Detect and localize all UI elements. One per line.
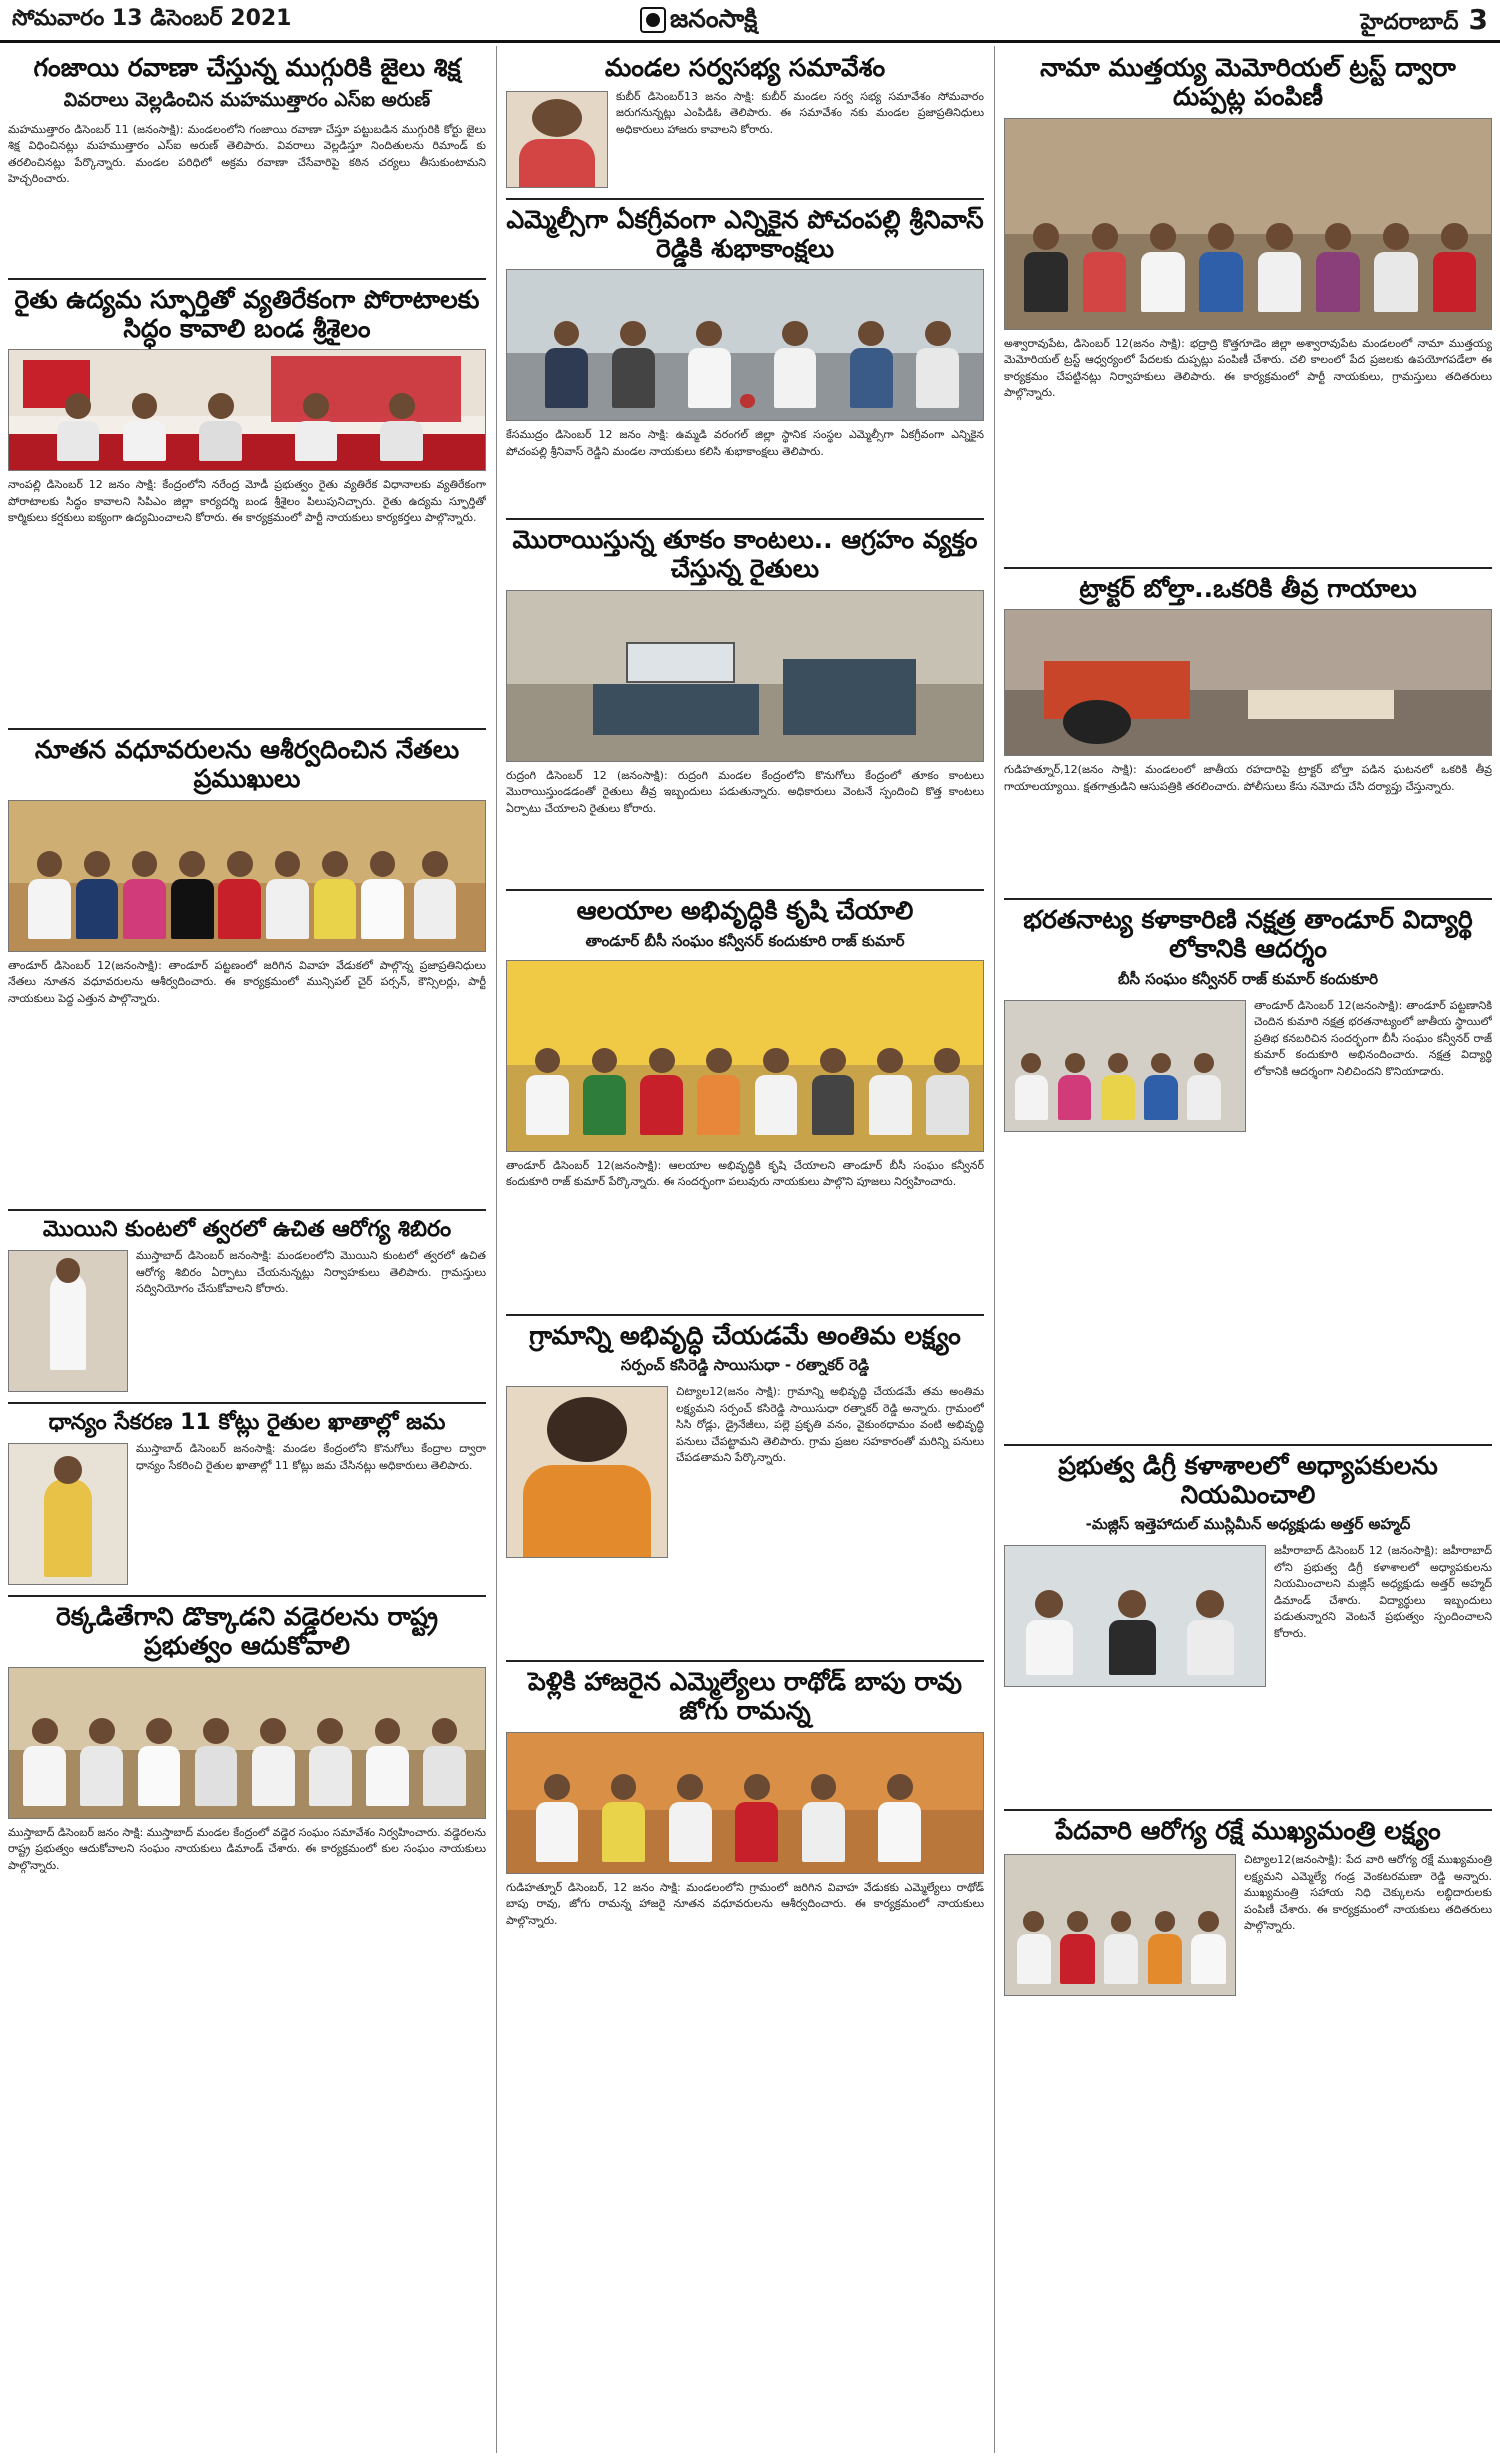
article-body: గుడిహత్నూర్,12(జనం సాక్షి): మండలంలో జాతీయ రహదారిపై ట్రాక్టర్ బోల్తా పడిన ఘటనలో ఒకరికి తీవ్ర గాయాలయ్యాయి. క్షతగాత్రుడిని ఆసుపత్రికి తరలించారు. పోలీసులు కేసు నమోదు చేసి దర్యాప్తు చేస్తున్నారు.: [1004, 763, 1492, 793]
column-right: [1004, 50, 1492, 2068]
person-figure: [1187, 1053, 1221, 1120]
headline: గంజాయి రవాణా చేస్తున్న ముగ్గురికి జైలు శిక్ష: [33, 53, 461, 82]
person-figure: [252, 1718, 295, 1806]
person-figure: [1187, 1590, 1234, 1675]
person-figure: [1316, 223, 1360, 311]
person-figure: [688, 321, 731, 409]
story-temples: [506, 897, 984, 1308]
person-figure: [640, 1048, 683, 1136]
headline: భరతనాట్య కళాకారిణి నక్షత్ర తాండూర్ విద్యార్థి లోకానికి ఆదర్శం: [1023, 905, 1473, 963]
person-figure: [1109, 1590, 1156, 1675]
subheadline: బీసీ సంఘం కన్వీనర్ రాజ్ కుమార్ కందుకూరి: [1117, 969, 1379, 988]
person-figure: [80, 1718, 123, 1806]
person-figure: [1024, 223, 1068, 311]
story-mla-wedding: [506, 1668, 984, 1980]
story-tractor: [1004, 575, 1492, 893]
person-figure: [57, 393, 100, 461]
paper-title: [640, 4, 757, 40]
photo-wedding: [8, 800, 486, 952]
headline: ఎమ్మెల్సీగా ఏకగ్రీవంగా ఎన్నికైన పోచంపల్లి శ్రీనివాస్ రెడ్డికి శుభాకాంక్షలు: [506, 204, 984, 263]
person-figure: [802, 1774, 845, 1862]
story-cm-relief: [1004, 1817, 1492, 2062]
person-figure: [123, 393, 166, 461]
person-figure: [774, 321, 817, 409]
photo-cmrf-cheques: [1004, 1854, 1236, 1996]
article-body: చిట్యాల12(జనంసాక్షి): పేద వారి ఆరోగ్య రక్షే ముఖ్యమంత్రి లక్ష్యమని ఎమ్మెల్యే గండ్ర వెంకటరమణా రెడ్డి అన్నారు. ముఖ్యమంత్రి సహాయ నిధి చెక్కులను లబ్ధిదారులకు పంపిణీ చేశారు. ఈ కార్యక్రమంలో నాయకులు తదితరులు పాల్గొన్నారు.: [1244, 1853, 1492, 1932]
article-body: మహముత్తారం డిసెంబర్ 11 (జనంసాక్షి): మండలంలోని గంజాయి రవాణా చేస్తూ పట్టుబడిన ముగ్గురికి కోర్టు జైలు శిక్ష విధించినట్లు మహముత్తారం ఎస్ఐ అరుణ్ తెలిపారు. వివరాలు వెల్లడిస్తూ నిందితులను రిమాండ్ కు తరలించినట్లు పేర్కొన్నారు. మండల పరిధిలో అక్రమ రవాణా చేసేవారిపై కఠిన చర్యలు తీసుకుంటామని హెచ్చరించారు.: [8, 122, 486, 186]
story-vaddera: [8, 1603, 486, 1975]
person-figure: [23, 1718, 66, 1806]
tractor-wheel: [1063, 700, 1131, 744]
person-figure: [812, 1048, 855, 1136]
person-figure: [123, 851, 166, 939]
column-left: [8, 50, 486, 1981]
city-name: హైదరాబాద్: [1360, 10, 1459, 35]
person-figure: [380, 393, 423, 461]
story-village-dev: [506, 1322, 984, 1655]
photo-vaddera: [8, 1667, 486, 1819]
person-figure: [1199, 223, 1243, 311]
person-figure: [171, 851, 214, 939]
photo-cpim-meeting: [8, 349, 486, 471]
headline: రైతు ఉద్యమ స్ఫూర్తితో వ్యతిరేకంగా పోరాటాలకు సిద్ధం కావాలి బండ శ్రీశైలం: [14, 284, 480, 343]
person-figure: [423, 1718, 466, 1806]
person-figure: [1017, 1911, 1052, 1984]
story-mandal-meeting: [506, 54, 984, 192]
person-figure: [1101, 1053, 1135, 1120]
person-figure: [878, 1774, 921, 1862]
person-figure: [669, 1774, 712, 1862]
person-figure: [266, 851, 309, 939]
photo-paddy: [8, 1443, 128, 1585]
person-figure: [735, 394, 759, 408]
person-figure: [602, 1774, 645, 1862]
headline: ట్రాక్టర్ బోల్తా..ఒకరికి తీవ్ర గాయాలు: [1079, 573, 1417, 603]
photo-tractor-accident: [1004, 609, 1492, 756]
story-farmers: [8, 286, 486, 723]
subheadline: -మజ్లిస్ ఇత్తెహాదుల్ ముస్లిమీన్ అధ్యక్షుడు అత్తర్ అహ్మద్: [1085, 1515, 1411, 1534]
headline: గ్రామాన్ని అభివృద్ధి చేయడమే అంతిమ లక్ష్యం: [529, 1320, 961, 1350]
person-figure: [414, 851, 457, 939]
person-figure: [536, 1774, 579, 1862]
person-figure: [1058, 1053, 1092, 1120]
story-degree-college: [1004, 1452, 1492, 1804]
column-middle: [506, 50, 984, 1986]
person-figure: [612, 321, 655, 409]
photo-memorandum: [1004, 1545, 1266, 1687]
person-figure: [1144, 1053, 1178, 1120]
story-ganja: [8, 54, 486, 272]
headline: మండల సర్వసభ్య సమావేశం: [604, 53, 886, 82]
person-figure: [1015, 1053, 1049, 1120]
article-body: తాండూర్ డిసెంబర్ 12(జనంసాక్షి): తాండూర్ పట్టణానికి చెందిన కుమారి నక్షత్ర భరతనాట్యంలో జాతీయ స్థాయిలో ప్రతిభ కనబరిచిన సందర్భంగా బీసీ సంఘం కన్వీనర్ రాజ్ కుమార్ కందుకూరి అభినందించారు. నక్షత్ర విద్యార్థి లోకానికి ఆదర్శంగా నిలిచిందని కొనియాడారు.: [1254, 998, 1492, 1078]
story-paddy: [8, 1410, 486, 1589]
article-body: ముస్తాబాద్ డిసెంబర్ జనంసాక్షి: మండలంలోని మొయిని కుంటలో త్వరలో ఉచిత ఆరోగ్య శిబిరం ఏర్పాటు చేయనున్నట్లు నిర్వాహకులు తెలిపారు. గ్రామస్తులు సద్వినియోగం చేసుకోవాలని కోరారు.: [136, 1249, 486, 1296]
person-figure: [309, 1718, 352, 1806]
photo-blanket-distribution: [1004, 118, 1492, 330]
article-body: ముస్తాబాద్ డిసెంబర్ జనంసాక్షి: మండల కేంద్రంలోని కొనుగోలు కేంద్రాల ద్వారా ధాన్యం సేకరించి రైతుల ఖాతాల్లో 11 కోట్లు జమ చేసినట్లు అధికారులు తెలిపారు.: [136, 1442, 486, 1472]
person-figure: [1258, 223, 1302, 311]
headline: రెక్కడితేగాని డొక్కాడని వడ్డెరలను రాష్ట్ర ప్రభుత్వం ఆదుకోవాలి: [55, 1602, 439, 1661]
person-figure: [366, 1718, 409, 1806]
article-body: గుడిహత్నూర్ డిసెంబర్, 12 జనం సాక్షి: మండలంలోని గ్రామంలో జరిగిన వివాహ వేడుకకు ఎమ్మెల్యేలు రాథోడ్ బాపు రావు, జోగు రామన్న హాజరై నూతన వధూవరులను ఆశీర్వదించారు. ఈ కార్యక్రమంలో నాయకులు పాల్గొన్నారు.: [506, 1880, 984, 1927]
person-figure: [526, 1048, 569, 1136]
person-figure: [545, 321, 588, 409]
article-body: చిట్యాల12(జనం సాక్షి): గ్రామాన్ని అభివృద్ధి చేయడమే తమ అంతిమ లక్ష్యమని సర్పంచ్ కసిరెడ్డి సాయిసుధా రత్నాకర్ రెడ్డి అన్నారు. గ్రామంలో సిసి రోడ్లు, డ్రైనేజీలు, పల్లె ప్రకృతి వనం, వైకుంఠధామం వంటి అభివృద్ధి పనులు చేపట్టామని తెలిపారు. గ్రామ ప్రజల సహకారంతో మరిన్ని పనులు చేపడతామని పేర్కొన్నారు.: [676, 1385, 984, 1465]
photo-weighing-scales: [506, 590, 984, 762]
person-figure: [1026, 1590, 1073, 1675]
photo-dancer-felicitation: [1004, 1000, 1246, 1132]
person-figure: [1433, 223, 1477, 311]
article-body: తాండూర్ డిసెంబర్ 12(జనంసాక్షి): తాండూర్ పట్టణంలో జరిగిన వివాహ వేడుకలో పాల్గొన్న ప్రజాప్రతినిధులు నేతలు నూతన వధూవరులను ఆశీర్వదించారు. ఈ కార్యక్రమంలో మున్సిపల్ చైర్ పర్సన్, కౌన్సిలర్లు, పార్టీ నాయకులు పెద్ద ఎత్తున పాల్గొన్నారు.: [8, 958, 486, 1005]
person-figure: [195, 1718, 238, 1806]
page-number: 3: [1468, 3, 1488, 36]
headline: పెళ్లికి హాజరైన ఎమ్మెల్యేలు రాథోడ్ బాపు రావు జోగు రామన్న: [528, 1667, 962, 1725]
story-blankets: [1004, 54, 1492, 561]
person-figure: [850, 321, 893, 409]
column-divider: [994, 46, 995, 2453]
photo-health-camp: [8, 1250, 128, 1392]
article-body: రుద్రంగి డిసెంబర్ 12 (జనంసాక్షి): రుద్రంగి మండల కేంద్రంలోని కొనుగోలు కేంద్రంలో తూకం కాంటలు మొరాయిస్తుండడంతో రైతులు తీవ్ర ఇబ్బందులు పడుతున్నారు. అధికారులు వెంటనే స్పందించి కొత్త కాంటలు ఏర్పాటు చేయాలని రైతులు కోరారు.: [506, 768, 984, 815]
article-body: జహీరాబాద్ డిసెంబర్ 12 (జనంసాక్షి): జహీరాబాద్ లోని ప్రభుత్వ డిగ్రీ కళాశాలలో అధ్యాపకులను నియమించాలని మజ్లిస్ అధ్యక్షుడు అత్తర్ అహ్మద్ డిమాండ్ చేశారు. విద్యార్థులు ఇబ్బందులు పడుతున్నారని వెంటనే ప్రభుత్వం స్పందించాలని కోరారు.: [1274, 1544, 1492, 1640]
person-figure: [361, 851, 404, 939]
photo-temple-event: [506, 960, 984, 1152]
photo-mla-wedding: [506, 1732, 984, 1874]
person-figure: [138, 1718, 181, 1806]
article-body: తాండూర్ డిసెంబర్ 12(జనంసాక్షి): ఆలయాల అభివృద్ధికి కృషి చేయాలని తాండూర్ బీసీ సంఘం కన్వీనర్ కందుకూరి రాజ్ కుమార్ పేర్కొన్నారు. ఈ సందర్భంగా పలువురు నాయకులు పాల్గొని పూజలు నిర్వహించారు.: [506, 1158, 984, 1188]
person-figure: [755, 1048, 798, 1136]
person-figure: [916, 321, 959, 409]
person-figure: [76, 851, 119, 939]
person-figure: [1374, 223, 1418, 311]
person-figure: [697, 1048, 740, 1136]
story-dancer: [1004, 906, 1492, 1438]
headline: మొరాయిస్తున్న తూకం కాంటలు.. ఆగ్రహం వ్యక్తం చేస్తున్న రైతులు: [512, 525, 978, 583]
subheadline: తాండూర్ బీసీ సంఘం కన్వీనర్ కందుకూరి రాజ్ కుమార్: [585, 931, 905, 950]
scale-display: [626, 642, 735, 683]
person-figure: [314, 851, 357, 939]
photo-sarpanch: [506, 1386, 668, 1558]
paper-name: జనంసాక్షి: [670, 4, 758, 33]
story-wedding: [8, 736, 486, 1203]
headline: పేదవారి ఆరోగ్య రక్షే ముఖ్యమంత్రి లక్ష్యం: [1055, 1816, 1441, 1846]
person-figure: [199, 393, 242, 461]
column-divider: [496, 46, 497, 2453]
headline: ప్రభుత్వ డిగ్రీ కళాశాలలో అధ్యాపకులను నియమించాలి: [1058, 1450, 1438, 1509]
person-figure: [28, 851, 71, 939]
subheadline: సర్పంచ్ కసిరెడ్డి సాయిసుధా - రత్నాకర్ రెడ్డి: [620, 1356, 870, 1375]
person-figure: [1104, 1911, 1139, 1984]
photo-portrait: [506, 91, 608, 188]
headline: నామా ముత్తయ్య మెమోరియల్ ట్రస్ట్ ద్వారా దుప్పట్ల పంపిణీ: [1040, 53, 1456, 111]
person-figure: [926, 1048, 969, 1136]
person-figure: [1191, 1911, 1226, 1984]
article-body: కేసముద్రం డిసెంబర్ 12 జనం సాక్షి: ఉమ్మడి వరంగల్ జిల్లా స్థానిక సంస్థల ఎమ్మెల్సీగా ఏకగ్రీవంగా ఎన్నికైన పోచంపల్లి శ్రీనివాస్ రెడ్డిని మండల నాయకులు కలిసి శుభాకాంక్షలు తెలిపారు.: [506, 428, 984, 458]
issue-date: సోమవారం 13 డిసెంబర్ 2021: [12, 6, 292, 31]
story-mlc-wishes: [506, 206, 984, 513]
headline: మొయిని కుంటలో త్వరలో ఉచిత ఆరోగ్య శిబిరం: [42, 1216, 452, 1242]
person-figure: [735, 1774, 778, 1862]
person-figure: [218, 851, 261, 939]
story-scales: [506, 526, 984, 883]
article-body: కుబీర్ డిసెంబర్13 జనం సాక్షి: కుబీర్ మండల సర్వ సభ్య సమావేశం సోమవారం జరుగనున్నట్లు ఎంపిడిఓ తెలిపారు. ఈ సమావేశం నకు మండల ప్రజాప్రతినిధులు అధికారులు హాజరు కావాలని కోరారు.: [616, 89, 984, 136]
injured-person: [1248, 690, 1394, 719]
person-figure: [1060, 1911, 1095, 1984]
edition-city: [1361, 3, 1488, 40]
person-figure: [1083, 223, 1127, 311]
story-health-camp: [8, 1217, 486, 1396]
headline: నూతన వధూవరులను ఆశీర్వదించిన నేతలు ప్రముఖులు: [34, 735, 460, 793]
article-body: ముస్తాబాద్ డిసెంబర్ జనం సాక్షి: ముస్తాబాద్ మండల కేంద్రంలో వడ్డెర సంఘం సమావేశం నిర్వహించారు. వడ్డెరలను రాష్ట్ర ప్రభుత్వం ఆదుకోవాలని సంఘం నాయకులు డిమాండ్ చేశారు. ఈ కార్యక్రమంలో కుల సంఘం నాయకులు పాల్గొన్నారు.: [8, 1825, 486, 1872]
photo-mlc: [506, 269, 984, 421]
person-figure: [1141, 223, 1185, 311]
article-body: అశ్వారావుపేట, డిసెంబర్ 12(జనం సాక్షి): భద్రాద్రి కొత్తగూడెం జిల్లా అశ్వారావుపేట మండలంలో నామా ముత్తయ్య మెమోరియల్ ట్రస్ట్ ఆధ్వర్యంలో పేదలకు దుప్పట్లు పంపిణీ చేశారు. చలి కాలంలో పేద ప్రజలకు ఉపయోగపడేలా ఈ కార్యక్రమం చేపట్టినట్లు నిర్వాహకులు తెలిపారు. ఈ కార్యక్రమంలో పార్టీ నాయకులు, గ్రామస్తులు తదితరులు పాల్గొన్నారు.: [1004, 336, 1492, 399]
person-figure: [1148, 1911, 1183, 1984]
subheadline: వివరాలు వెల్లడించిన మహముత్తారం ఎస్ఐ అరుణ్: [63, 88, 431, 111]
article-body: నాంపల్లి డిసెంబర్ 12 జనం సాక్షి: కేంద్రంలోని నరేంద్ర మోడీ ప్రభుత్వం రైతు వ్యతిరేక విధానాలకు వ్యతిరేకంగా పోరాటాలకు సిద్ధం కావాలని సిపిఎం జిల్లా కార్యదర్శి బండ శ్రీశైలం పిలుపునిచ్చారు. రైతు ఉద్యమ స్ఫూర్తితో కార్మికులు కర్షకులు ఐక్యంగా ఉద్యమించాలని కోరారు. ఈ కార్యక్రమంలో పార్టీ నాయకులు కార్యకర్తలు పాల్గొన్నారు.: [8, 478, 486, 525]
scale-platform: [783, 659, 916, 736]
headline: ధాన్యం సేకరణ 11 కోట్లు రైతుల ఖాతాల్లో జమ: [48, 1410, 446, 1436]
person-figure: [869, 1048, 912, 1136]
person-figure: [295, 393, 338, 461]
masthead: [0, 0, 1500, 43]
scale-platform: [593, 684, 760, 735]
headline: ఆలయాల అభివృద్ధికి కృషి చేయాలి: [576, 895, 914, 925]
person-figure: [583, 1048, 626, 1136]
paper-logo-icon: [640, 7, 666, 33]
